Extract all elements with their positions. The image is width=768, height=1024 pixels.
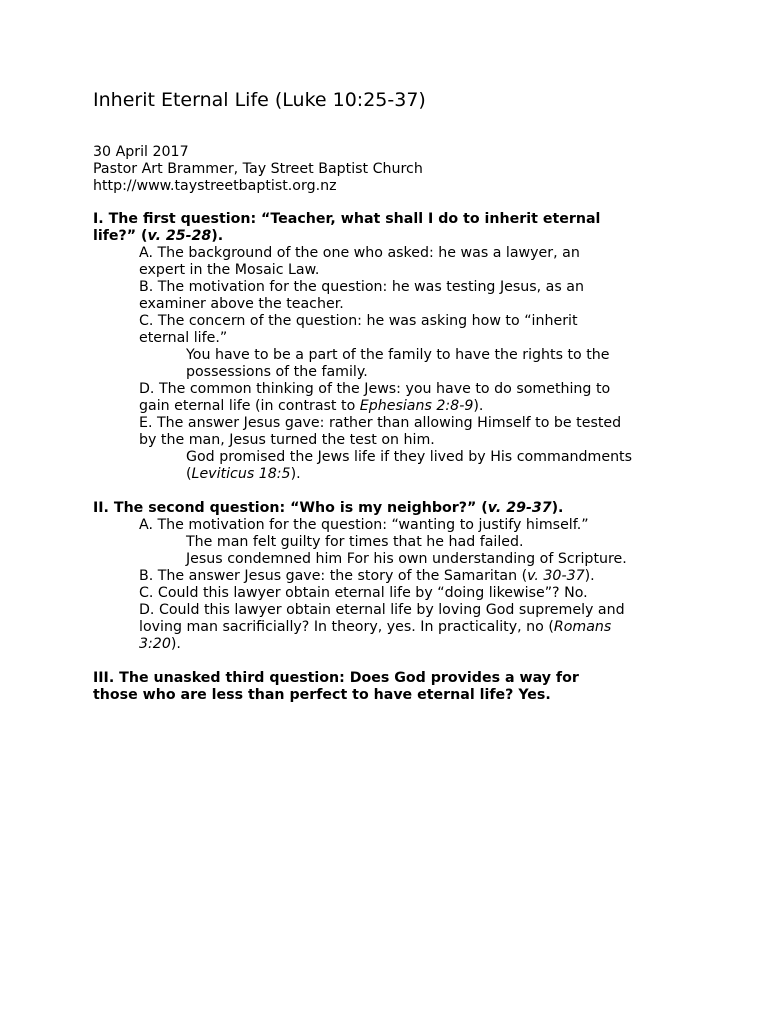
scripture-reference: v. 29-37	[487, 500, 552, 516]
outline-point-a	[139, 245, 693, 279]
heading-line	[93, 500, 693, 517]
page-title: Inherit Eternal Life (Luke 10:25-37)	[93, 89, 426, 111]
subpoint-line: You have to be a part of the family to have the rights to the	[186, 347, 610, 363]
subpoint-line	[186, 466, 693, 483]
point-line: expert in the Mosaic Law.	[139, 262, 320, 278]
point-text: B. The answer Jesus gave: the story of the Samaritan (	[139, 568, 528, 584]
point-text: ).	[170, 636, 181, 652]
section-heading	[93, 670, 693, 704]
point-text: loving man sacrificially? In theory, yes. In practicality, no (	[139, 619, 554, 635]
sermon-outline	[93, 211, 693, 721]
point-line: B. The motivation for the question: he was testing Jesus, as an	[139, 279, 584, 295]
sermon-meta	[93, 144, 423, 195]
point-line	[139, 636, 693, 653]
scripture-reference: Ephesians 2:8-9	[359, 398, 474, 414]
point-line	[139, 619, 693, 636]
point-line: D. Could this lawyer obtain eternal life by loving God supremely and	[139, 602, 625, 618]
heading-line: III. The unasked third question: Does God provides a way for	[93, 670, 579, 686]
scripture-reference: v. 30-37	[527, 568, 585, 584]
subpoint-text: ).	[290, 466, 301, 482]
point-line: C. The concern of the question: he was asking how to “inherit	[139, 313, 578, 329]
point-line: eternal life.”	[139, 330, 228, 346]
heading-line: those who are less than perfect to have eternal life? Yes.	[93, 687, 551, 703]
outline-point-b	[139, 568, 693, 585]
outline-point-c	[139, 313, 693, 347]
outline-point-b	[139, 279, 693, 313]
point-line: C. Could this lawyer obtain eternal life by “doing likewise”? No.	[139, 585, 588, 601]
heading-line	[93, 228, 693, 245]
heading-text: II. The second question: “Who is my neighbor?” (	[93, 500, 488, 516]
scripture-reference: Romans	[553, 619, 612, 635]
subpoint-line: The man felt guilty for times that he had failed.	[186, 534, 524, 550]
point-text: ).	[584, 568, 595, 584]
subpoint-line: possessions of the family.	[186, 364, 368, 380]
point-line: A. The motivation for the question: “wanting to justify himself.”	[139, 517, 589, 533]
point-text: gain eternal life (in contrast to	[139, 398, 360, 414]
subpoint-line: Jesus condemned him For his own understanding of Scripture.	[186, 551, 627, 567]
church-url: http://www.taystreetbaptist.org.nz	[93, 178, 337, 194]
scripture-reference: 3:20	[139, 636, 171, 652]
outline-point-c	[139, 585, 693, 602]
subpoint-line: God promised the Jews life if they lived by His commandments	[186, 449, 633, 465]
outline-point-d	[139, 381, 693, 415]
heading-text: life?” (	[93, 228, 148, 244]
section-third-question	[93, 670, 693, 704]
point-line	[139, 568, 693, 585]
section-second-question	[93, 500, 693, 653]
point-line: D. The common thinking of the Jews: you have to do something to	[139, 381, 611, 397]
subpoint-text: (	[186, 466, 192, 482]
point-line	[139, 398, 693, 415]
point-text: ).	[473, 398, 484, 414]
sermon-date: 30 April 2017	[93, 144, 189, 160]
point-line: A. The background of the one who asked: he was a lawyer, an	[139, 245, 580, 261]
point-line: by the man, Jesus turned the test on him.	[139, 432, 435, 448]
section-heading	[93, 500, 693, 517]
point-line: E. The answer Jesus gave: rather than allowing Himself to be tested	[139, 415, 622, 431]
sermon-author: Pastor Art Brammer, Tay Street Baptist Church	[93, 161, 423, 177]
heading-text: ).	[551, 500, 564, 516]
outline-point-e	[139, 415, 693, 449]
scripture-reference: v. 25-28	[147, 228, 212, 244]
outline-point-d	[139, 602, 693, 653]
outline-subpoint	[186, 449, 693, 483]
outline-subpoint	[186, 534, 693, 568]
outline-point-a	[139, 517, 693, 534]
scripture-reference: Leviticus 18:5	[191, 466, 291, 482]
section-first-question	[93, 211, 693, 483]
point-line: examiner above the teacher.	[139, 296, 344, 312]
heading-text: ).	[211, 228, 224, 244]
outline-subpoint	[186, 347, 693, 381]
heading-line: I. The first question: “Teacher, what shall I do to inherit eternal	[93, 211, 601, 227]
section-heading	[93, 211, 693, 245]
